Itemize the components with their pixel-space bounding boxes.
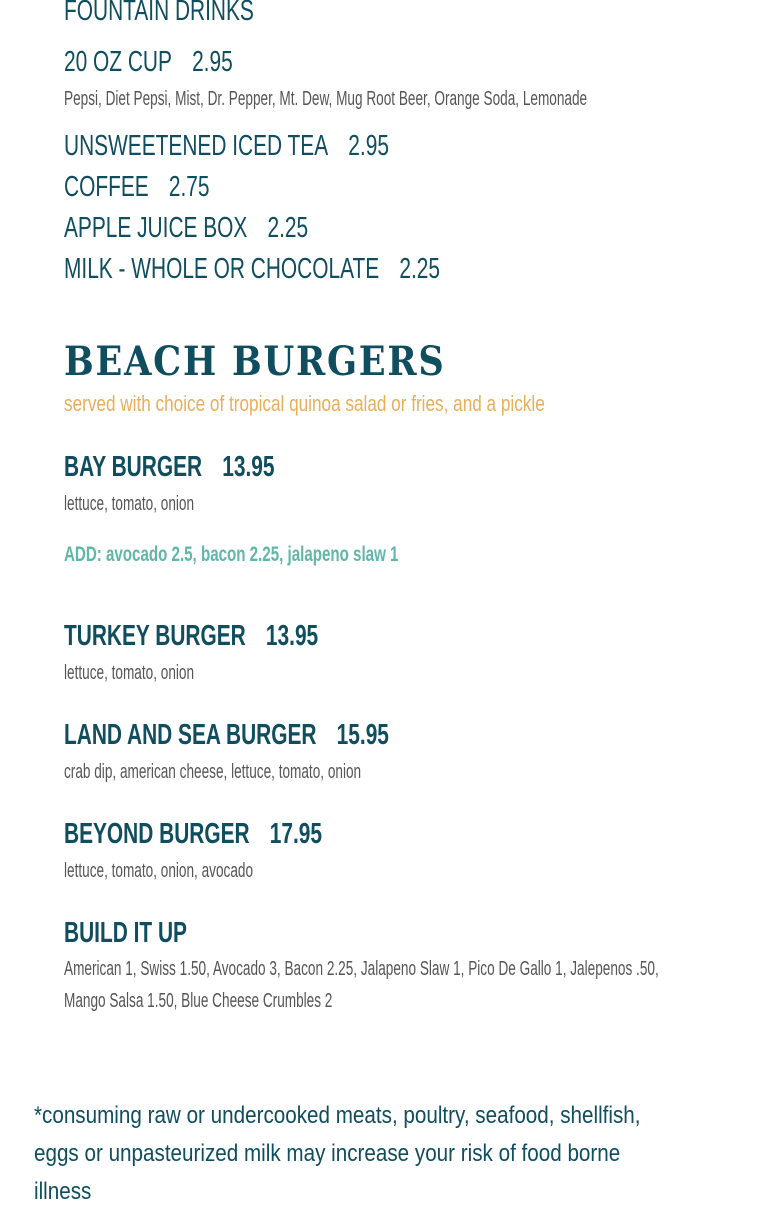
item-price: 2.95 xyxy=(192,46,233,78)
item-name: BUILD IT UP xyxy=(64,917,187,949)
item-description: Pepsi, Diet Pepsi, Mist, Dr. Pepper, Mt. Dew, Mug Root Beer, Orange Soda, Lemonade xyxy=(64,88,588,110)
item-description: lettuce, tomato, onion, avocado xyxy=(64,860,254,882)
menu-item-milk xyxy=(64,253,440,285)
item-price: 17.95 xyxy=(269,818,323,850)
item-name: COFFEE xyxy=(64,171,149,203)
item-price: 2.25 xyxy=(399,253,440,285)
drinks-heading: FOUNTAIN DRINKS xyxy=(64,0,254,27)
item-price: 15.95 xyxy=(336,719,389,751)
item-name: TURKEY BURGER xyxy=(64,620,246,652)
item-name: BEYOND BURGER xyxy=(64,818,250,850)
item-name: BAY BURGER xyxy=(64,451,203,483)
item-price: 13.95 xyxy=(222,451,275,483)
menu-item-coffee xyxy=(64,171,209,203)
menu-item-apple-juice xyxy=(64,212,308,244)
item-name: 20 OZ CUP xyxy=(64,46,172,78)
item-price: 2.95 xyxy=(348,130,389,162)
item-name: APPLE JUICE BOX xyxy=(64,212,248,244)
menu-item-beyond-burger xyxy=(64,818,322,850)
food-safety-footnote: *consuming raw or undercooked meats, poultry, seafood, shellfish, eggs or unpasteurized milk may increase your risk of food borne illness xyxy=(34,1102,641,1205)
item-description: lettuce, tomato, onion xyxy=(64,662,195,684)
item-name: UNSWEETENED ICED TEA xyxy=(64,130,329,162)
section-subtitle: served with choice of tropical quinoa salad or fries, and a pickle xyxy=(64,391,545,416)
menu-item-land-and-sea-burger xyxy=(64,719,389,751)
item-description: lettuce, tomato, onion xyxy=(64,493,195,515)
menu-item-iced-tea xyxy=(64,130,389,162)
menu-item-build-it-up xyxy=(64,917,187,949)
addon-options: ADD: avocado 2.5, bacon 2.25, jalapeno slaw 1 xyxy=(64,543,399,566)
menu-item-20oz-cup xyxy=(64,46,233,78)
item-price: 2.75 xyxy=(168,171,210,203)
item-price: 2.25 xyxy=(267,212,309,244)
item-description: American 1, Swiss 1.50, Avocado 3, Bacon 2.25, Jalapeno Slaw 1, Pico De Gallo 1, Jalepenos .50, Mango Salsa 1.50, Blue Cheese Crumbles 2 xyxy=(64,958,659,1012)
menu-item-bay-burger xyxy=(64,451,274,483)
menu-item-turkey-burger xyxy=(64,620,318,652)
item-name: MILK - WHOLE OR CHOCOLATE xyxy=(64,253,380,285)
item-name: LAND AND SEA BURGER xyxy=(64,719,317,751)
item-price: 13.95 xyxy=(265,620,319,652)
item-description: crab dip, american cheese, lettuce, tomato, onion xyxy=(64,761,362,783)
section-title: BEACH BURGERS xyxy=(64,338,446,385)
